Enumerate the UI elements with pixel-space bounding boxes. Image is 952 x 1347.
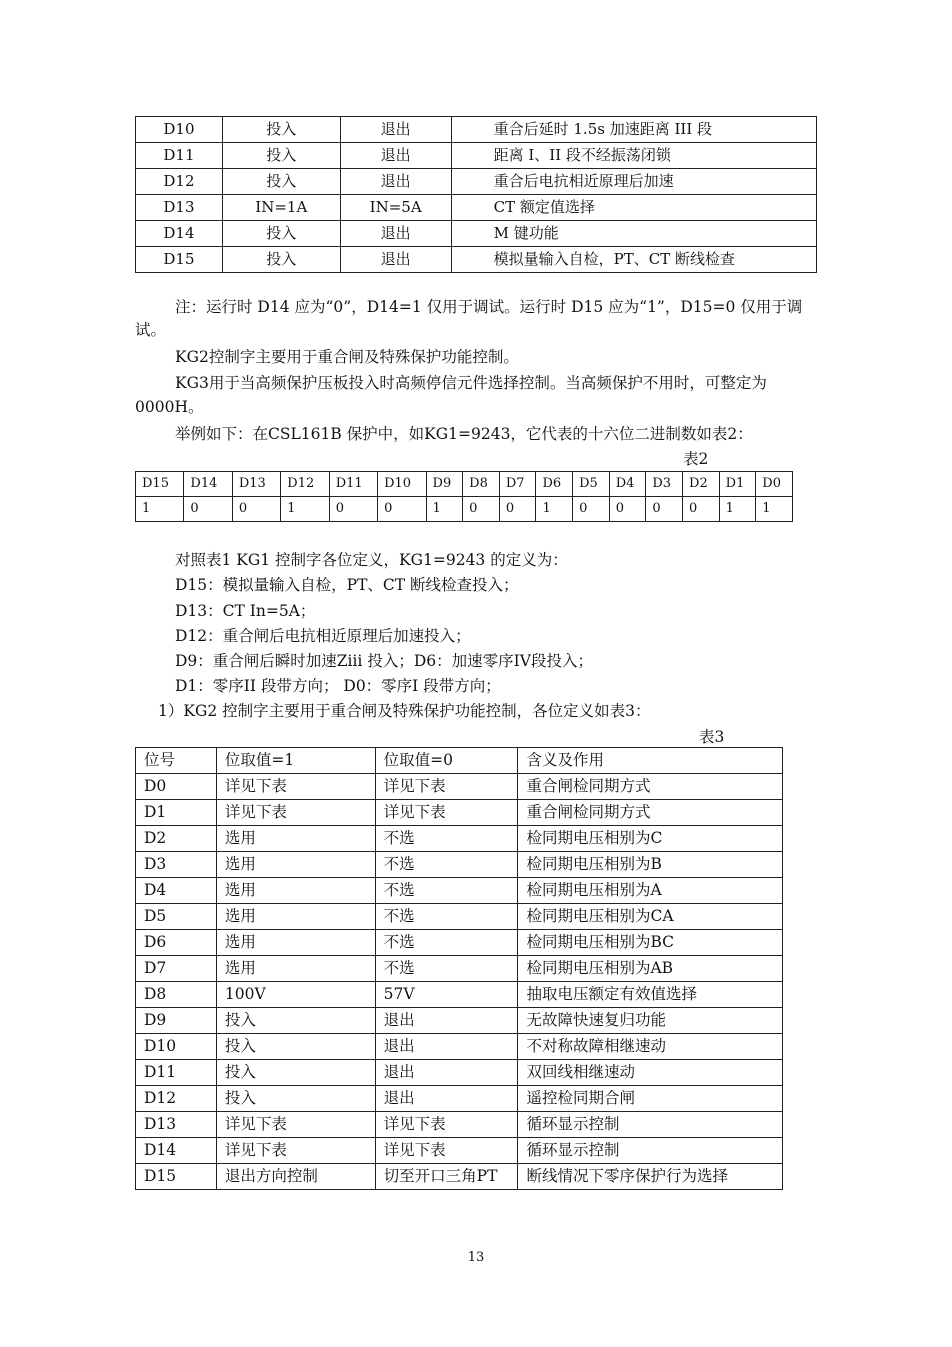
bit-header-cell: D1 <box>719 472 756 497</box>
table-cell: 无故障快速复归功能 <box>518 1008 783 1034</box>
table-header-row <box>136 748 783 774</box>
table-cell: 不选 <box>375 930 518 956</box>
table-row <box>136 221 817 247</box>
table-cell: CT 额定值选择 <box>451 195 816 221</box>
table-cell: 不对称故障相继速动 <box>518 1034 783 1060</box>
kg3-description-line-2: 0000H。 <box>135 398 204 416</box>
column-header: 含义及作用 <box>518 748 783 774</box>
table-cell: 检同期电压相别为B <box>518 852 783 878</box>
table-cell: 循环显示控制 <box>518 1112 783 1138</box>
bit-value-cell: 0 <box>232 497 280 522</box>
table-cell: 抽取电压额定有效值选择 <box>518 982 783 1008</box>
table-cell: 退出 <box>340 247 451 273</box>
bit-header-cell: D0 <box>756 472 793 497</box>
bit-header-cell: D15 <box>136 472 184 497</box>
note-line-1: 注：运行时 D14 应为“0”，D14=1 仅用于调试。运行时 D15 应为“1”，D15=0 仅用于调 <box>175 298 803 316</box>
table-cell: 切至开口三角PT <box>375 1164 518 1190</box>
table-cell: D5 <box>136 904 217 930</box>
table-cell: 选用 <box>216 826 375 852</box>
bit-value-cell: 0 <box>329 497 377 522</box>
column-header: 位号 <box>136 748 217 774</box>
table-row <box>136 117 817 143</box>
table-row <box>136 826 783 852</box>
bit-value-cell: 0 <box>378 497 426 522</box>
table-cell: D11 <box>136 143 223 169</box>
table-cell: 检同期电压相别为AB <box>518 956 783 982</box>
bit-value-cell: 1 <box>719 497 756 522</box>
table-cell: 详见下表 <box>375 1112 518 1138</box>
table-cell: 详见下表 <box>375 800 518 826</box>
table-cell: D15 <box>136 1164 217 1190</box>
table-cell: D7 <box>136 956 217 982</box>
table-cell: 不选 <box>375 904 518 930</box>
bit-value-cell: 0 <box>573 497 610 522</box>
table-row <box>136 195 817 221</box>
table-row <box>136 800 783 826</box>
table-cell: D10 <box>136 117 223 143</box>
bit-header-cell: D13 <box>232 472 280 497</box>
table-cell: D3 <box>136 852 217 878</box>
bit-value-cell: 0 <box>184 497 232 522</box>
example-intro: 举例如下：在CSL161B 保护中，如KG1=9243，它代表的十六位二进制数如表2： <box>175 425 753 443</box>
table-cell: 选用 <box>216 930 375 956</box>
table-cell: 断线情况下零序保护行为选择 <box>518 1164 783 1190</box>
table-row <box>136 956 783 982</box>
bit-header-cell: D9 <box>426 472 463 497</box>
table-cell: IN=1A <box>222 195 340 221</box>
table-cell: 检同期电压相别为A <box>518 878 783 904</box>
table-cell: D14 <box>136 221 223 247</box>
table-cell: 重合后电抗相近原理后加速 <box>451 169 816 195</box>
bit-header-cell: D7 <box>499 472 536 497</box>
table-cell: D15 <box>136 247 223 273</box>
table-row <box>136 878 783 904</box>
table-cell: D12 <box>136 1086 217 1112</box>
table-row <box>136 774 783 800</box>
table-cell: 检同期电压相别为BC <box>518 930 783 956</box>
table-cell: 循环显示控制 <box>518 1138 783 1164</box>
bit-value-cell: 0 <box>499 497 536 522</box>
table-cell: D2 <box>136 826 217 852</box>
table-cell: 投入 <box>216 1086 375 1112</box>
table-row <box>136 1086 783 1112</box>
kg3-description-line-1: KG3用于当高频保护压板投入时高频停信元件选择控制。当高频保护不用时，可整定为 <box>175 374 767 392</box>
table-cell: 详见下表 <box>375 774 518 800</box>
table2-header-row <box>136 472 793 497</box>
table-cell: 详见下表 <box>216 774 375 800</box>
explain-d9-d6: D9：重合闸后瞬时加速Zⅲ 投入；D6：加速零序IV段投入； <box>175 652 593 670</box>
table2-value-row <box>136 497 793 522</box>
bit-header-cell: D14 <box>184 472 232 497</box>
table-row <box>136 143 817 169</box>
bit-value-cell: 1 <box>426 497 463 522</box>
explain-intro: 对照表1 KG1 控制字各位定义，KG1=9243 的定义为： <box>175 551 568 569</box>
table-row <box>136 1164 783 1190</box>
table-row <box>136 852 783 878</box>
table-cell: 退出 <box>340 221 451 247</box>
table-cell: D8 <box>136 982 217 1008</box>
bit-header-cell: D11 <box>329 472 377 497</box>
explain-d15: D15：模拟量输入自检，PT、CT 断线检查投入； <box>175 576 519 594</box>
bit-value-cell: 1 <box>756 497 793 522</box>
table-cell: 检同期电压相别为CA <box>518 904 783 930</box>
table-row <box>136 1112 783 1138</box>
table-cell: 不选 <box>375 956 518 982</box>
table-cell: 模拟量输入自检，PT、CT 断线检查 <box>451 247 816 273</box>
table-cell: 投入 <box>216 1034 375 1060</box>
table-cell: IN=5A <box>340 195 451 221</box>
table-cell: 检同期电压相别为C <box>518 826 783 852</box>
table-cell: D0 <box>136 774 217 800</box>
table-cell: D4 <box>136 878 217 904</box>
table-row <box>136 1034 783 1060</box>
table-cell: 选用 <box>216 956 375 982</box>
table-cell: 退出 <box>340 117 451 143</box>
bit-header-cell: D5 <box>573 472 610 497</box>
table-cell: D9 <box>136 1008 217 1034</box>
table-cell: 重合闸检同期方式 <box>518 800 783 826</box>
bit-value-cell: 1 <box>536 497 573 522</box>
table-row <box>136 247 817 273</box>
table-cell: D14 <box>136 1138 217 1164</box>
table-cell: 投入 <box>222 221 340 247</box>
table-cell: 投入 <box>222 247 340 273</box>
bit-header-cell: D2 <box>683 472 720 497</box>
table-cell: 投入 <box>222 143 340 169</box>
table-cell: 重合后延时 1.5s 加速距离 III 段 <box>451 117 816 143</box>
kg1-binary-table <box>135 471 793 522</box>
table-cell: D11 <box>136 1060 217 1086</box>
bit-value-cell: 0 <box>646 497 683 522</box>
table-row <box>136 904 783 930</box>
table-cell: 退出 <box>340 169 451 195</box>
bit-value-cell: 1 <box>281 497 329 522</box>
table-cell: D12 <box>136 169 223 195</box>
table-cell: 退出 <box>340 143 451 169</box>
table-cell: 距离 I、II 段不经振荡闭锁 <box>451 143 816 169</box>
bit-header-cell: D10 <box>378 472 426 497</box>
table-cell: 遥控检同期合闸 <box>518 1086 783 1112</box>
table-cell: D10 <box>136 1034 217 1060</box>
bit-header-cell: D4 <box>609 472 646 497</box>
bit-value-cell: 0 <box>683 497 720 522</box>
kg2-definition-table <box>135 747 783 1190</box>
table-row <box>136 930 783 956</box>
kg1-definition-table-continued <box>135 116 817 273</box>
table-cell: 重合闸检同期方式 <box>518 774 783 800</box>
table-cell: 详见下表 <box>216 1112 375 1138</box>
table-cell: 退出 <box>375 1060 518 1086</box>
bit-header-cell: D12 <box>281 472 329 497</box>
table-cell: 选用 <box>216 904 375 930</box>
kg2-item-heading: 1）KG2 控制字主要用于重合闸及特殊保护功能控制，各位定义如表3： <box>158 702 651 720</box>
note-line-2: 试。 <box>135 321 167 339</box>
column-header: 位取值=1 <box>216 748 375 774</box>
table-cell: D13 <box>136 1112 217 1138</box>
table-cell: 投入 <box>216 1008 375 1034</box>
table-cell: M 键功能 <box>451 221 816 247</box>
bit-header-cell: D3 <box>646 472 683 497</box>
table-cell: 选用 <box>216 852 375 878</box>
table-row <box>136 1060 783 1086</box>
table-cell: 退出 <box>375 1086 518 1112</box>
table-cell: 双回线相继速动 <box>518 1060 783 1086</box>
table-cell: 投入 <box>222 117 340 143</box>
table-cell: 57V <box>375 982 518 1008</box>
bit-value-cell: 0 <box>609 497 646 522</box>
table-row <box>136 169 817 195</box>
table-cell: D1 <box>136 800 217 826</box>
table-row <box>136 982 783 1008</box>
table-cell: 投入 <box>222 169 340 195</box>
table-cell: 100V <box>216 982 375 1008</box>
explain-d13: D13：CT In=5A； <box>175 602 316 620</box>
table-cell: 不选 <box>375 826 518 852</box>
explain-d1-d0: D1：零序II 段带方向； D0：零序I 段带方向； <box>175 677 501 695</box>
table-row <box>136 1008 783 1034</box>
table-cell: 详见下表 <box>216 1138 375 1164</box>
table3-caption: 表3 <box>699 728 725 746</box>
bit-value-cell: 1 <box>136 497 184 522</box>
table2-caption: 表2 <box>683 450 709 468</box>
table-cell: 不选 <box>375 878 518 904</box>
table-cell: 详见下表 <box>375 1138 518 1164</box>
table-row <box>136 1138 783 1164</box>
page-number: 13 <box>467 1250 485 1265</box>
column-header: 位取值=0 <box>375 748 518 774</box>
bit-header-cell: D6 <box>536 472 573 497</box>
table-cell: 退出方向控制 <box>216 1164 375 1190</box>
table-cell: 选用 <box>216 878 375 904</box>
table-cell: 详见下表 <box>216 800 375 826</box>
table-cell: 投入 <box>216 1060 375 1086</box>
bit-header-cell: D8 <box>463 472 500 497</box>
table-cell: 退出 <box>375 1034 518 1060</box>
explain-d12: D12：重合闸后电抗相近原理后加速投入； <box>175 627 471 645</box>
kg2-description: KG2控制字主要用于重合闸及特殊保护功能控制。 <box>175 348 519 366</box>
table-cell: 不选 <box>375 852 518 878</box>
bit-value-cell: 0 <box>463 497 500 522</box>
table-cell: 退出 <box>375 1008 518 1034</box>
table-cell: D13 <box>136 195 223 221</box>
table-cell: D6 <box>136 930 217 956</box>
